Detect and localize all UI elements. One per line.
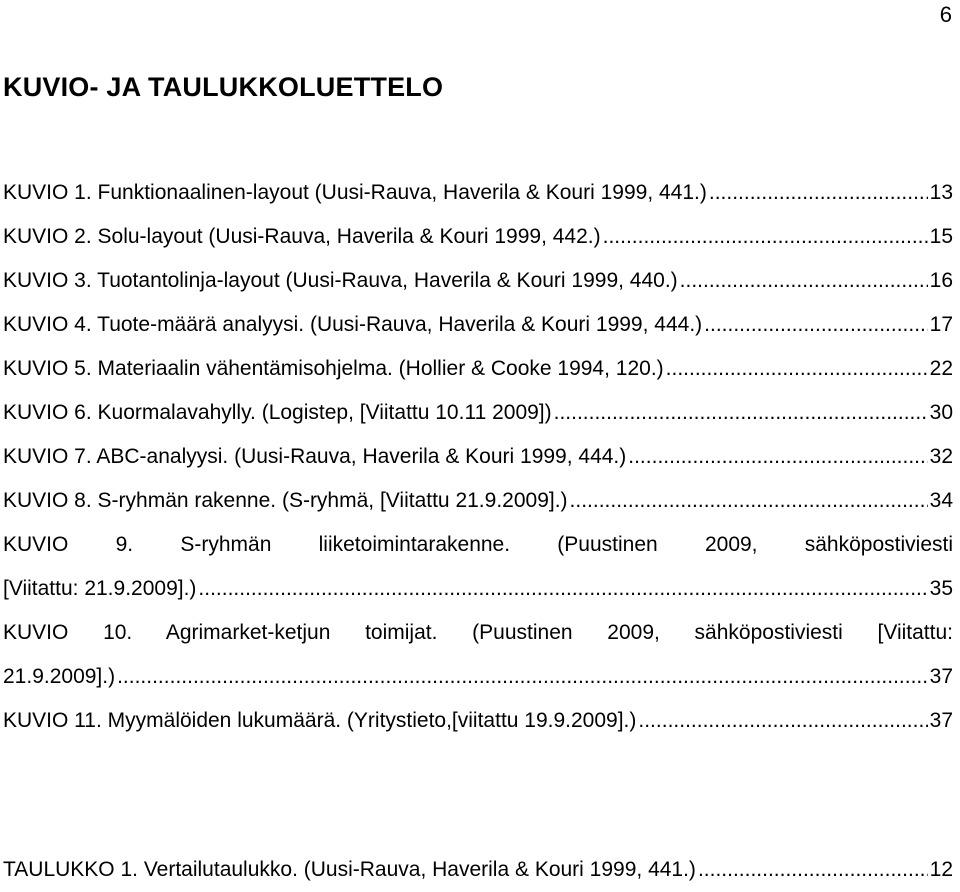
list-item [3, 699, 953, 743]
figure-entry-text: KUVIO 4. Tuote-määrä analyysi. (Uusi-Rauva, Haverila & Kouri 1999, 444.) [3, 313, 703, 336]
list-item [3, 848, 953, 892]
list-item [3, 391, 953, 435]
figure-page-number: 37 [929, 709, 953, 732]
page-number: 6 [939, 2, 952, 27]
dot-leader [198, 567, 927, 611]
figure-entry-text: KUVIO 9. S-ryhmän liiketoimintarakenne. (Puustinen 2009, sähköpostiviesti [3, 533, 953, 556]
list-item-first-line [3, 523, 953, 567]
figure-page-number: 16 [929, 269, 953, 292]
figure-page-number: 30 [929, 401, 953, 424]
list-item [3, 303, 953, 347]
figure-entry-text: KUVIO 2. Solu-layout (Uusi-Rauva, Haverila & Kouri 1999, 442.) [3, 225, 601, 248]
figure-page-number: 34 [929, 489, 953, 512]
dot-leader [666, 347, 928, 391]
figure-entry-text: KUVIO 8. S-ryhmän rakenne. (S-ryhmä, [Viitattu 21.9.2009].) [3, 489, 568, 512]
figure-entry-text: KUVIO 5. Materiaalin vähentämisohjelma. (Hollier & Cooke 1994, 120.) [3, 357, 664, 380]
page-title: KUVIO- JA TAULUKKOLUETTELO [3, 72, 444, 102]
figure-entry-text: KUVIO 6. Kuormalavahylly. (Logistep, [Viitattu 10.11 2009]) [3, 401, 552, 424]
figure-page-number: 35 [929, 577, 953, 600]
figure-entry-text: KUVIO 10. Agrimarket-ketjun toimijat. (Puustinen 2009, sähköpostiviesti [Viitattu: [3, 621, 953, 644]
list-item-first-line [3, 611, 953, 655]
figure-page-number: 15 [929, 225, 953, 248]
table-page-number: 12 [929, 858, 953, 881]
figure-entry-text-continued: [Viitattu: 21.9.2009].) [3, 577, 197, 600]
dot-leader [570, 479, 928, 523]
list-item [3, 479, 953, 523]
figure-page-number: 17 [929, 313, 953, 336]
dot-leader [709, 171, 928, 215]
dot-leader [638, 699, 927, 743]
figure-page-number: 13 [929, 181, 953, 204]
list-item [3, 215, 953, 259]
dot-leader [680, 259, 928, 303]
list-item-continuation [3, 655, 953, 699]
dot-leader [628, 435, 927, 479]
list-item [3, 347, 953, 391]
figure-entry-text: KUVIO 7. ABC-analyysi. (Uusi-Rauva, Haverila & Kouri 1999, 444.) [3, 445, 627, 468]
figure-entry-text: KUVIO 1. Funktionaalinen-layout (Uusi-Rauva, Haverila & Kouri 1999, 441.) [3, 181, 707, 204]
list-item [3, 435, 953, 479]
list-item [3, 171, 953, 215]
list-item-continuation [3, 567, 953, 611]
list-item [3, 259, 953, 303]
figure-entry-text-continued: 21.9.2009].) [3, 665, 116, 688]
dot-leader [554, 391, 928, 435]
figure-list [3, 171, 953, 743]
table-list [3, 848, 953, 892]
figure-page-number: 37 [929, 665, 953, 688]
dot-leader [698, 848, 928, 892]
dot-leader [117, 655, 928, 699]
table-entry-text: TAULUKKO 1. Vertailutaulukko. (Uusi-Rauva, Haverila & Kouri 1999, 441.) [3, 858, 696, 881]
figure-page-number: 22 [929, 357, 953, 380]
figure-page-number: 32 [929, 445, 953, 468]
dot-leader [603, 215, 928, 259]
figure-entry-text: KUVIO 11. Myymälöiden lukumäärä. (Yritystieto,[viitattu 19.9.2009].) [3, 709, 637, 732]
figure-entry-text: KUVIO 3. Tuotantolinja-layout (Uusi-Rauva, Haverila & Kouri 1999, 440.) [3, 269, 678, 292]
dot-leader [704, 303, 927, 347]
